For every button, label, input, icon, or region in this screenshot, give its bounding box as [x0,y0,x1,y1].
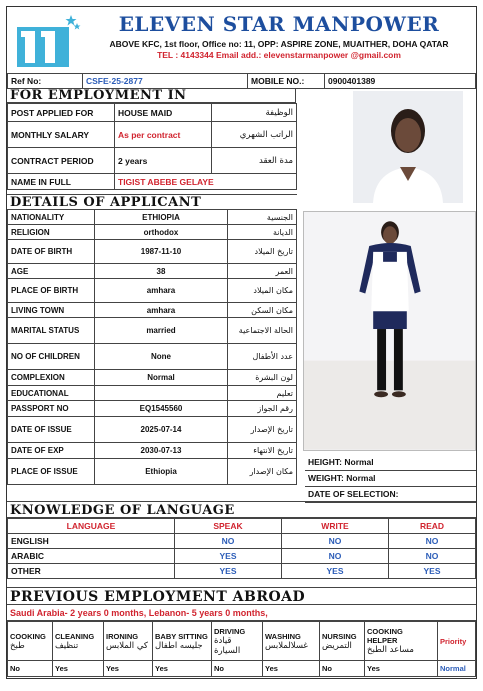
skill-ar: تنظيف [55,640,79,651]
physical-info [305,455,476,503]
table-row [8,443,297,459]
detail-label: NO OF CHILDREN [8,344,95,370]
mobile-label: MOBILE NO.: [248,74,325,89]
detail-value: ETHIOPIA [95,210,228,225]
skill-value: No [8,661,53,677]
detail-value: orthodox [95,225,228,240]
skill-ar: طبخ [10,640,25,651]
detail-ar: الحالة الاجتماعية [228,318,297,344]
skill-header [8,622,53,661]
skill-label: CLEANING [55,631,95,641]
language-table [7,518,476,579]
post-label: POST APPLIED FOR [8,104,115,122]
detail-ar: الجنسية [228,210,297,225]
salary-label: MONTHLY SALARY [8,122,115,148]
skill-header [212,622,263,661]
table-row [8,303,297,318]
skills-header-row [8,622,476,661]
detail-ar: تاريخ الميلاد [228,240,297,264]
post-ar: الوظيفة [212,104,297,122]
height-info: HEIGHT: Normal [305,455,476,471]
detail-ar: مكان الإصدار [228,459,297,485]
detail-label: DATE OF ISSUE [8,417,95,443]
lang-header: WRITE [282,519,389,534]
full-body-photo [303,211,476,451]
lang-header: LANGUAGE [8,519,175,534]
table-row [8,417,297,443]
detail-ar: الديانة [228,225,297,240]
table-row [8,264,297,279]
company-contact: TEL : 4143344 Email add.: elevenstarmanpower @gmail.com [157,50,401,60]
table-row [8,534,476,549]
detail-label: EDUCATIONAL [8,386,95,401]
skill-value: No [320,661,365,677]
skill-header [365,622,438,661]
lang-read: YES [389,564,476,579]
language-title: KNOWLEDGE OF LANGUAGE [7,501,476,518]
detail-label: PLACE OF BIRTH [8,279,95,303]
skill-header [104,622,153,661]
skill-ar: قيادة السيارة [214,635,241,656]
skill-header [438,622,476,661]
detail-label: AGE [8,264,95,279]
lang-write: YES [282,564,389,579]
salary-value: As per contract [115,122,212,148]
detail-ar: رقم الجواز [228,401,297,417]
skill-value: Normal [438,661,476,677]
table-row [8,174,297,190]
detail-value: 2030-07-13 [95,443,228,459]
detail-value: None [95,344,228,370]
table-row [8,279,297,303]
employment-title: FOR EMPLOYMENT IN [7,88,296,103]
salary-ar: الراتب الشهري [212,122,297,148]
date-of-selection: DATE OF SELECTION: [305,487,476,503]
detail-ar: مكان الميلاد [228,279,297,303]
skill-value: No [212,661,263,677]
lang-header: READ [389,519,476,534]
skill-value: Yes [153,661,212,677]
detail-label: PLACE OF ISSUE [8,459,95,485]
skill-label: BABY SITTING [155,631,208,641]
portrait-photo [353,91,463,203]
skill-ar: مساعد الطبخ [367,645,414,655]
detail-value: 1987-11-10 [95,240,228,264]
lang-name: ENGLISH [8,534,175,549]
table-row [8,240,297,264]
skill-label: COOKING HELPER [367,627,403,645]
skill-label: DRIVING [214,626,246,636]
skill-ar: كي الملابس [106,640,148,651]
company-name: ELEVEN STAR MANPOWER [118,12,440,36]
detail-ar: تعليم [228,386,297,401]
details-table [7,209,297,485]
table-row [8,459,297,485]
skill-ar: جليسه اطفال [155,640,203,651]
detail-value: amhara [95,279,228,303]
table-row [8,344,297,370]
detail-value: Ethiopia [95,459,228,485]
lang-read: NO [389,534,476,549]
skill-value: Yes [104,661,153,677]
contract-ar: مدة العقد [212,148,297,174]
table-row [8,386,297,401]
skill-header [53,622,104,661]
table-row [8,564,476,579]
detail-ar: تاريخ الانتهاء [228,443,297,459]
table-row [8,148,297,174]
detail-label: DATE OF EXP [8,443,95,459]
skill-ar: غسلالملابس [265,640,308,651]
detail-ar: لون البشرة [228,370,297,386]
skill-label: NURSING [322,631,357,641]
detail-label: PASSPORT NO [8,401,95,417]
skill-value: Yes [53,661,104,677]
contract-value: 2 years [115,148,212,174]
detail-ar: تاريخ الإصدار [228,417,297,443]
lang-speak: YES [175,549,282,564]
detail-label: RELIGION [8,225,95,240]
previous-employment-title: PREVIOUS EMPLOYMENT ABROAD [7,587,476,605]
skill-label: COOKING [10,631,46,641]
table-row [8,549,476,564]
ref-table [7,73,476,89]
skills-value-row [8,661,476,677]
fullname-label: NAME IN FULL [8,174,115,190]
detail-value: amhara [95,303,228,318]
table-row [8,370,297,386]
skill-value: Yes [365,661,438,677]
lang-header: SPEAK [175,519,282,534]
detail-label: MARITAL STATUS [8,318,95,344]
lang-write: NO [282,549,389,564]
table-header-row [8,519,476,534]
ref-value: CSFE-25-2877 [83,74,248,89]
skill-header [320,622,365,661]
weight-info: WEIGHT: Normal [305,471,476,487]
details-title: DETAILS OF APPLICANT [7,194,297,210]
skill-label: Priority [440,636,467,646]
company-address: ABOVE KFC, 1st floor, Office no: 11, OPP: ASPIRE ZONE, MUAITHER, DOHA QATAR [109,39,449,49]
table-row [8,210,297,225]
skill-label: IRONING [106,631,139,641]
lang-speak: NO [175,534,282,549]
contract-label: CONTRACT PERIOD [8,148,115,174]
mobile-value: 0900401389 [325,74,476,89]
previous-employment-text: Saudi Arabia- 2 years 0 months, Lebanon- 5 years 0 months, [7,605,476,621]
detail-ar: العمر [228,264,297,279]
ref-label: Ref No: [8,74,83,89]
table-row [8,225,297,240]
skills-table [7,621,476,677]
skill-header [153,622,212,661]
lang-read: NO [389,549,476,564]
skill-ar: التمريض [322,640,352,651]
fullname-value: TIGIST ABEBE GELAYE [115,174,297,190]
skill-value: Yes [263,661,320,677]
company-logo [11,13,81,69]
detail-ar: عدد الأطفال [228,344,297,370]
table-row [8,318,297,344]
cv-page [6,6,477,679]
lang-write: NO [282,534,389,549]
detail-label: NATIONALITY [8,210,95,225]
detail-value: Normal [95,370,228,386]
detail-value: EQ1545560 [95,401,228,417]
detail-ar: مكان السكن [228,303,297,318]
detail-label: DATE OF BIRTH [8,240,95,264]
header [7,7,476,73]
detail-value [95,386,228,401]
detail-value: 38 [95,264,228,279]
post-value: HOUSE MAID [115,104,212,122]
detail-label: COMPLEXION [8,370,95,386]
detail-value: 2025-07-14 [95,417,228,443]
skill-header [263,622,320,661]
company-block [85,13,473,60]
lang-speak: YES [175,564,282,579]
table-row [8,122,297,148]
employment-table [7,103,297,190]
detail-value: married [95,318,228,344]
table-row [8,104,297,122]
lang-name: ARABIC [8,549,175,564]
table-row [8,401,297,417]
detail-label: LIVING TOWN [8,303,95,318]
skill-label: WASHING [265,631,301,641]
lang-name: OTHER [8,564,175,579]
